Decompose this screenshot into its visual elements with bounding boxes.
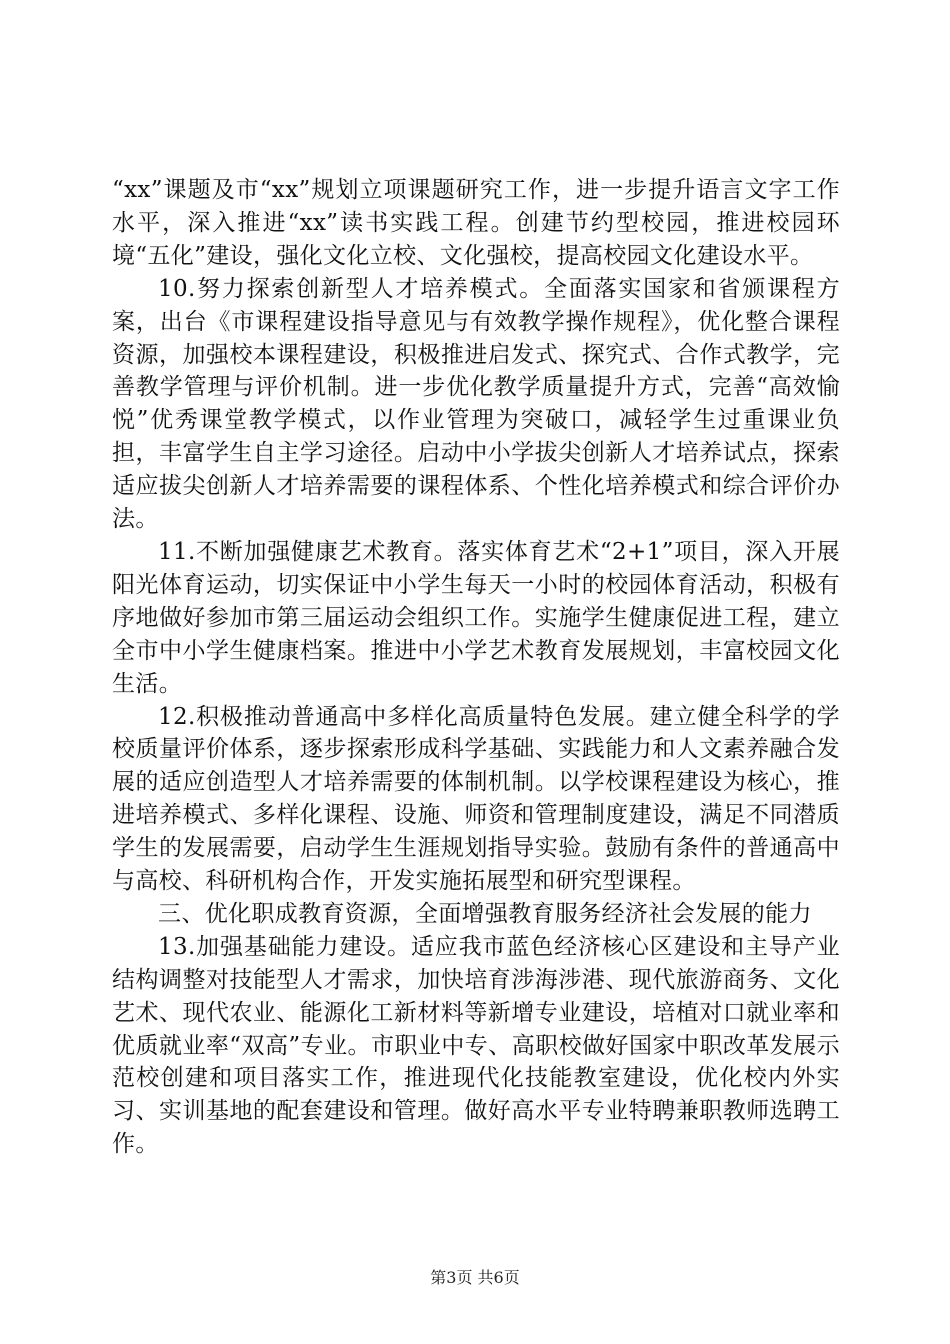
- paragraph-item-10: 10.努力探索创新型人才培养模式。全面落实国家和省颁课程方案，出台《市课程建设指导意见与有效教学操作规程》，优化整合课程资源，加强校本课程建设，积极推进启发式、探究式、合作式教学，完善教学管理与评价机制。进一步优化教学质量提升方式，完善“高效愉悦”优秀课堂教学模式，以作业管理为突破口，减轻学生过重课业负担，丰富学生自主学习途径。启动中小学拔尖创新人才培养试点，探索适应拔尖创新人才培养需要的课程体系、个性化培养模式和综合评价办法。: [112, 275, 840, 533]
- paragraph-item-12: 12.积极推动普通高中多样化高质量特色发展。建立健全科学的学校质量评价体系，逐步探索形成科学基础、实践能力和人文素养融合发展的适应创造型人才培养需要的体制机制。以学校课程建设为核心，推进培养模式、多样化课程、设施、师资和管理制度建设，满足不同潜质学生的发展需要，启动学生生涯规划指导实验。鼓励有条件的普通高中与高校、科研机构合作，开发实施拓展型和研究型课程。: [112, 703, 840, 895]
- page-footer: [0, 1267, 950, 1289]
- page-number: 第3页: [430, 1268, 473, 1287]
- page-total: 共6页: [477, 1268, 520, 1287]
- paragraph-item-11: 11.不断加强健康艺术教育。落实体育艺术“2+1”项目，深入开展阳光体育运动，切实保证中小学生每天一小时的校园体育活动，积极有序地做好参加市第三届运动会组织工作。实施学生健康促进工程，建立全市中小学生健康档案。推进中小学艺术教育发展规划，丰富校园文化生活。: [112, 538, 840, 697]
- paragraph-item-13: 13.加强基础能力建设。适应我市蓝色经济核心区建设和主导产业结构调整对技能型人才需求，加快培育涉海涉港、现代旅游商务、文化艺术、现代农业、能源化工新材料等新增专业建设，培植对口就业率和优质就业率“双高”专业。市职业中专、高职校做好国家中职改革发展示范校创建和项目落实工作，推进现代化技能教室建设，优化校内外实习、实训基地的配套建设和管理。做好高水平专业特聘兼职教师选聘工作。: [112, 933, 840, 1158]
- document-body: [112, 174, 840, 1161]
- paragraph-continuation: “xx”课题及市“xx”规划立项课题研究工作，进一步提升语言文字工作水平，深入推进“xx”读书实践工程。创建节约型校园，推进校园环境“五化”建设，强化文化立校、文化强校，提高校园文化建设水平。: [112, 177, 840, 269]
- section-heading-3: 三、优化职成教育资源，全面增强教育服务经济社会发展的能力: [158, 900, 812, 927]
